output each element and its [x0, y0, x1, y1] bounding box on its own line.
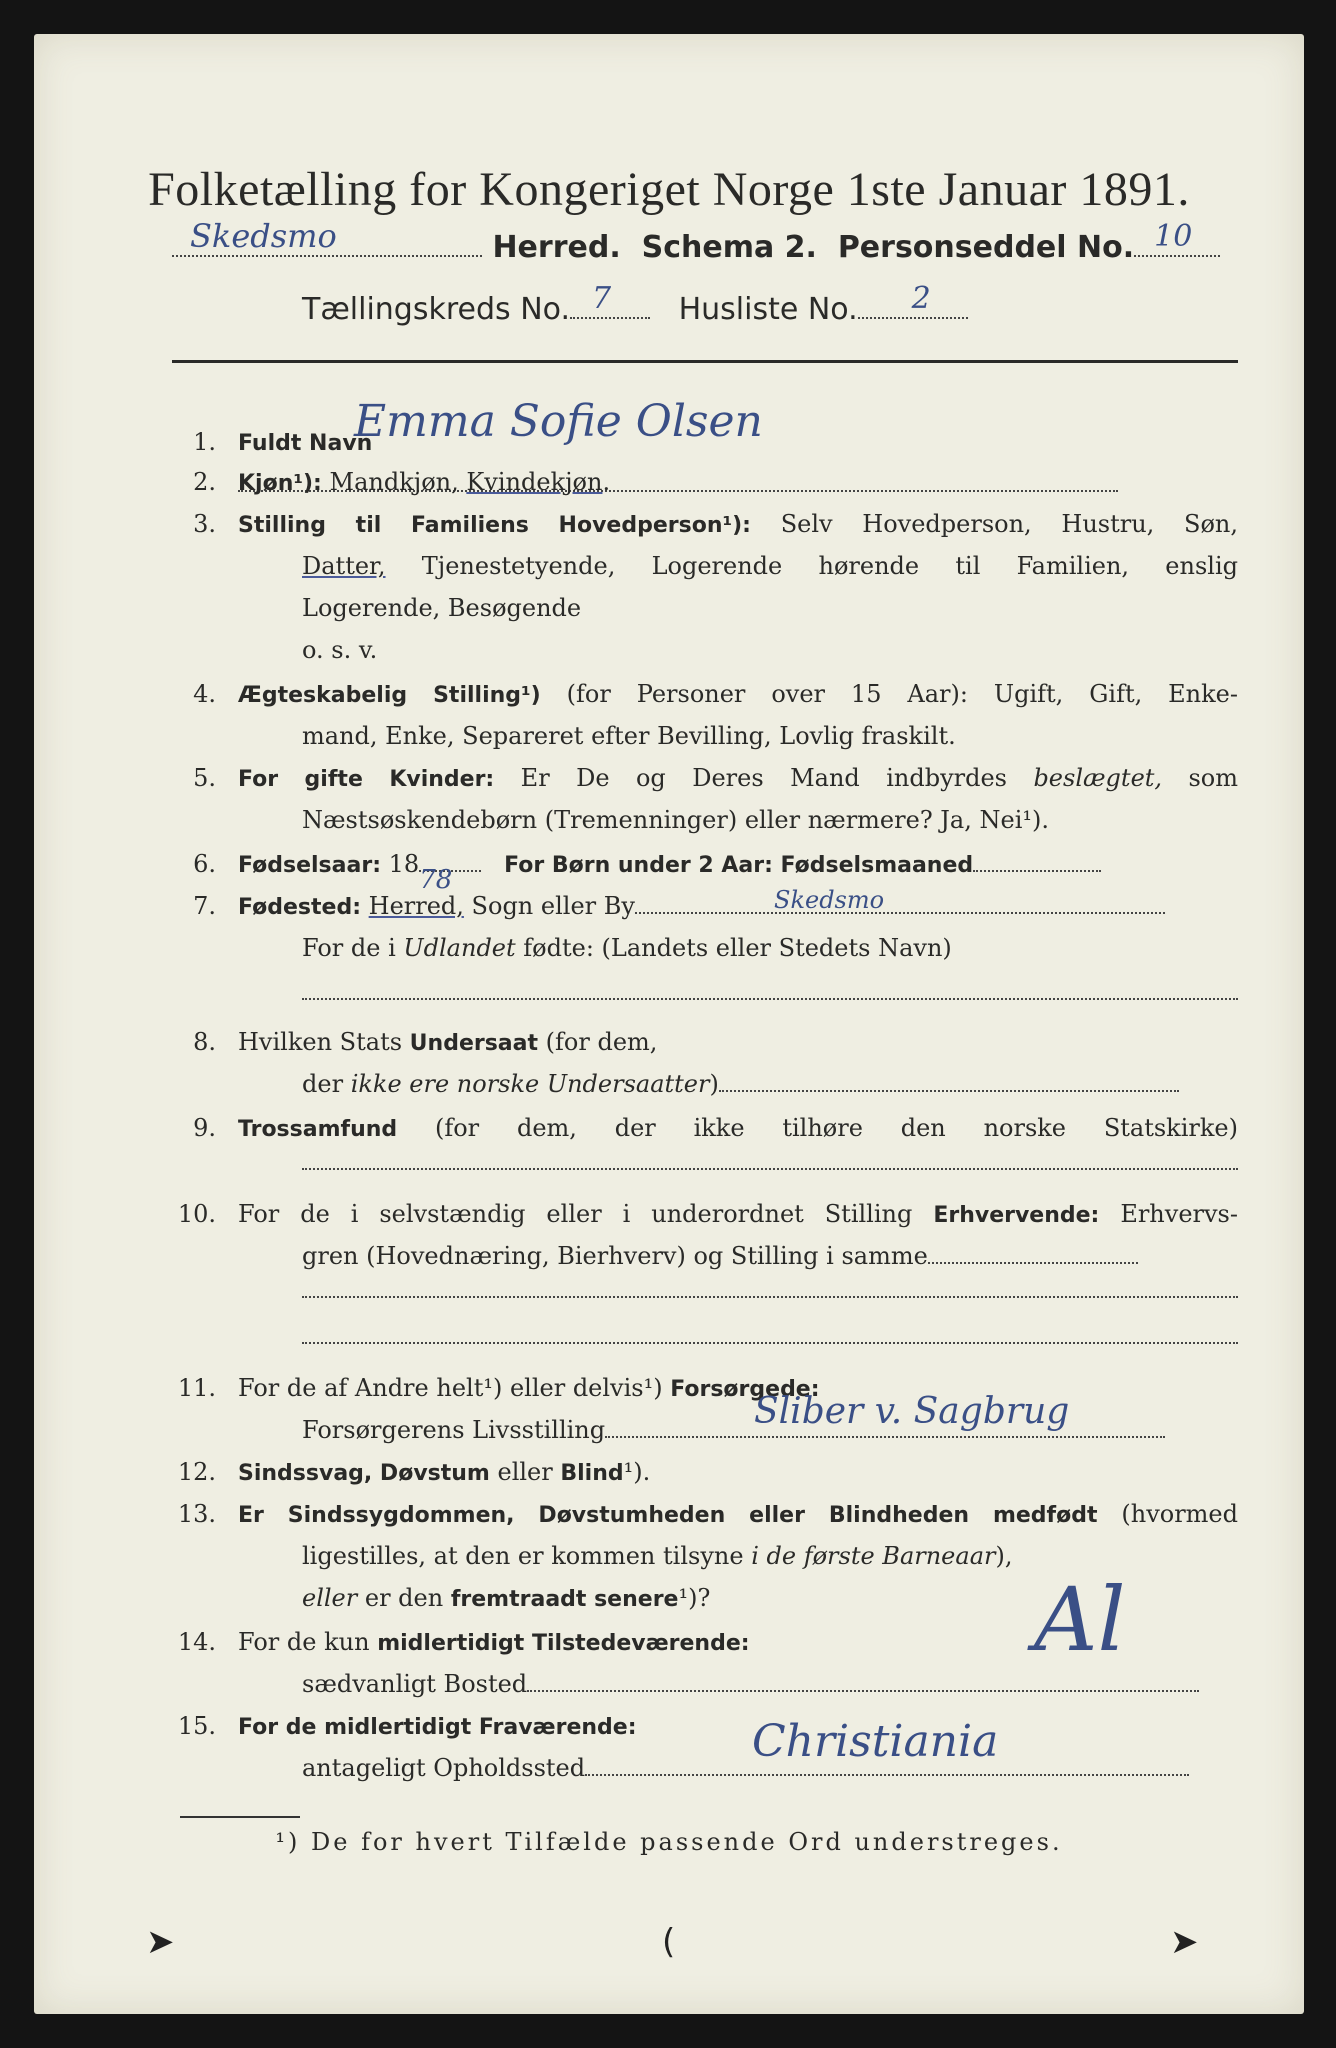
item-number: 4.	[193, 680, 216, 708]
bosted-value: Al	[1034, 1568, 1126, 1671]
taellingskreds-line	[302, 281, 968, 327]
item-label: Er Sindssygdommen, Døvstumheden eller Blindheden	[238, 1503, 970, 1528]
item-number: 5.	[193, 764, 216, 792]
herred-label: Herred.	[492, 230, 621, 265]
taellingskreds-field	[570, 281, 650, 319]
item-label: For gifte Kvinder:	[238, 767, 495, 792]
item-number: 2.	[193, 468, 216, 496]
taellingskreds-value: 7	[592, 281, 612, 316]
husliste-field	[858, 281, 968, 319]
schema-label: Schema 2.	[641, 230, 817, 265]
item-label: Sindssvag, Døvstum	[238, 1461, 490, 1486]
fodselsaar-value: 78	[419, 865, 453, 895]
herred-field	[172, 217, 482, 257]
corner-mark-right: ➤	[1170, 1922, 1199, 1962]
item-label: Stilling til Familiens Hovedperson¹):	[238, 513, 751, 538]
husliste-label: Husliste No.	[678, 292, 858, 327]
herred-line	[172, 217, 1220, 265]
item-number: 8.	[193, 1028, 216, 1056]
personseddel-label: Personseddel No.	[837, 230, 1135, 265]
item-number: 3.	[193, 510, 216, 538]
item-number: 10.	[177, 1200, 216, 1228]
fuldt-navn-value: Emma Sofie Olsen	[354, 396, 763, 447]
personseddel-field	[1134, 219, 1220, 257]
corner-mark-left: ➤	[146, 1922, 175, 1962]
item-number: 12.	[177, 1458, 216, 1486]
item-number: 14.	[177, 1628, 216, 1656]
item-label: Fødselsaar:	[238, 853, 381, 878]
selected-option: Herred,	[368, 892, 464, 920]
item-number: 15.	[177, 1712, 216, 1740]
footnote-divider	[180, 1816, 300, 1818]
item-number: 11.	[177, 1374, 216, 1402]
census-form: Folketælling for Kongeriget Norge 1ste Januar 1891. Skedsmo Herred. Schema 2. Personseddel No. 10 Tællingskreds No. 7 Husliste No. 2 1. Fuldt Navn Emma Sofie Olsen 2. Kjøn¹): Mandkjøn, Kvindekjøn. 3. Stilling til Familiens Hovedperson¹): Selv Hovedperson, Hustru, Søn, Datter, Tjenestetyende, Logerende hørende til Familien, enslig Logerende, Besøgende o. s. v. 4. Ægteskabelig Stilling¹) (for Personer over 15 Aar): Ugift, Gift, Enke- mand, Enke, Separeret efter Bevilling, Lovlig fraskilt. 5. For gifte Kvinder: Er De og Deres Mand indbyrdes beslægtet, som Næstsøskendebørn (Tremenninger) eller nærmere? Ja, Nei¹). 6. Fødselsaar: 18 78 For Børn under 2 Aar: Fødselsmaaned 7. Fødested: Herred, Sogn eller By Skedsmo For de i Udlandet fødte: (Landets eller Stedets Navn) 8. Hvilken Stats Undersaat (for dem, der ikke ere norske Undersaatter) 9. Trossamfund (for dem, der ikke tilhøre den norske Statskirke) 10. For de i selvstændig eller i underordnet Stilling Erhvervende: Erhvervs- gren (Hovednæring, Bierhverv) og Stilling i samme 11. For de af Andre helt¹) eller delvis¹) Forsørgede: Forsørgerens Livsstilling Sliber v. Sagbrug 12. Sindssvag, Døvstum eller Blind¹). 13. Er Sindssygdommen, Døvstumheden eller Blindheden medfødt (hvormed ligestilles, at den er kommen tilsyne i de første Barneaar), eller er den fremtraadt senere¹)? 14. For de kun midlertidigt Tilstedeværende: sædvanligt Bosted Al 15. For de midlertidigt Fraværende: antageligt Opholdssted Christiania ¹) De for hvert Tilfælde passende Ord understreges. ➤ ( ➤	[34, 34, 1304, 2014]
herred-value: Skedsmo	[190, 217, 337, 255]
item-label: Fuldt Navn	[238, 431, 373, 456]
corner-mark-center: (	[662, 1922, 676, 1962]
item-number: 9.	[193, 1114, 216, 1142]
taellingskreds-label: Tællingskreds No.	[302, 292, 570, 327]
item-label: For de midlertidigt Fraværende:	[238, 1715, 637, 1740]
form-title: Folketælling for Kongeriget Norge 1ste Januar 1891.	[148, 163, 1190, 216]
header-divider	[172, 360, 1238, 363]
forsorger-value: Sliber v. Sagbrug	[754, 1391, 1070, 1432]
item-label: Kjøn¹):	[238, 471, 322, 496]
item-number: 6.	[193, 850, 216, 878]
husliste-value: 2	[911, 281, 931, 316]
opholdssted-value: Christiania	[752, 1716, 999, 1767]
selected-option: Datter,	[302, 552, 386, 580]
selected-option: Kvindekjøn	[466, 468, 603, 496]
personseddel-value: 10	[1154, 219, 1193, 254]
item-number: 7.	[193, 892, 216, 920]
item-label: Trossamfund	[238, 1117, 398, 1142]
item-label: Ægteskabelig Stilling¹)	[238, 683, 541, 708]
item-label: Fødested:	[238, 895, 361, 920]
fodested-value: Skedsmo	[774, 886, 885, 914]
footnote: ¹) De for hvert Tilfælde passende Ord understreges.	[275, 1828, 1063, 1856]
item-number: 13.	[177, 1500, 216, 1528]
item-number: 1.	[193, 428, 216, 456]
